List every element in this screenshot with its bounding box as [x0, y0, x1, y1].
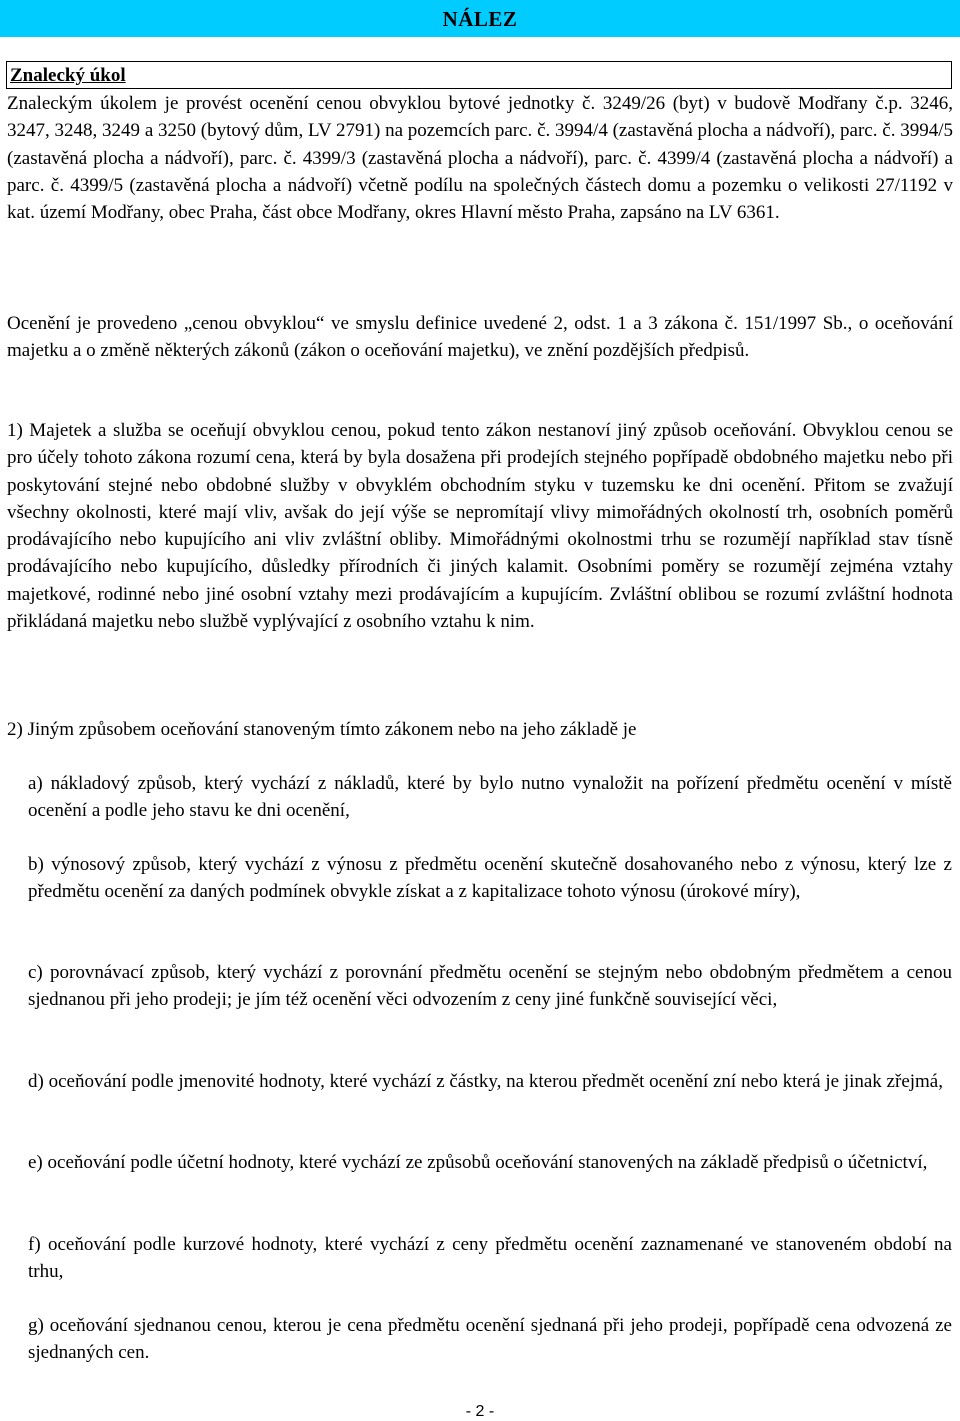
list-item-a: a) nákladový způsob, který vychází z nákladů, které by bylo nutno vynaložit na pořízení předmětu ocenění v místě ocenění a podle jeho stavu ke dni ocenění,: [28, 773, 952, 822]
paragraph-usual-price: 1) Majetek a služba se oceňují obvyklou cenou, pokud tento zákon nestanoví jiný způsob oceňování. Obvyklou cenou se pro účely tohoto zákona rozumí cena, která by byla dosažena při prodejích stejného popřípadě obdobného majetku nebo při poskytování stejné nebo obdobné služby v obvyklém obchodním styku v tuzemsku ke dni ocenění. Přitom se zvažují všechny okolnosti, které mají vliv, avšak do její výše se nepromítají vlivy mimořádných okolností trh, osobních poměrů prodávajícího nebo kupujícího ani vliv zvláštní obliby. Mimořádnými okolnostmi trhu se rozumějí například stav tísně prodávajícího nebo kupujícího, důsledky přírodních či jiných kalamit. Osobními poměry se rozumějí zejména vztahy majetkové, rodinné nebo jiné osobní vztahy mezi prodávajícím a kupujícím. Zvláštní oblibou se rozumí zvláštní hodnota přikládaná majetku nebo službě vyplývající z osobního vztahu k nim.: [7, 420, 953, 633]
page-title: NÁLEZ: [442, 7, 518, 31]
paragraph-task: Znaleckým úkolem je provést ocenění cenou obvyklou bytové jednotky č. 3249/26 (byt) v budově Modřany č.p. 3246, 3247, 3248, 3249 a 3250 (bytový dům, LV 2791) na pozemcích parc. č. 3994/4 (zastavěná plocha a nádvoří), parc. č. 3994/5 (zastavěná plocha a nádvoří), parc. č. 4399/3 (zastavěná plocha a nádvoří), parc. č. 4399/4 (zastavěná plocha a nádvoří) a parc. č. 4399/5 (zastavěná plocha a nádvoří) včetně podílu na společných částech domu a pozemku o velikosti 27/1192 v kat. území Modřany, obec Praha, část obce Modřany, okres Hlavní město Praha, zapsáno na LV 6361.: [7, 93, 953, 224]
paragraph-valuation-basis: Ocenění je provedeno „cenou obvyklou“ ve smyslu definice uvedené 2, odst. 1 a 3 zákona č. 151/1997 Sb., o oceňování majetku a o změně některých zákonů (zákon o oceňování majetku), ve znění pozdějších předpisů.: [7, 313, 953, 362]
list-item-b: b) výnosový způsob, který vychází z výnosu z předmětu ocenění skutečně dosahovaného nebo z výnosu, který lze z předmětu ocenění za daných podmínek obvykle získat a z kapitalizace tohoto výnosu (úrokové míry),: [28, 854, 952, 903]
section-heading-box: [6, 61, 952, 89]
page-number: - 2 -: [465, 1403, 495, 1420]
list-item-f: f) oceňování podle kurzové hodnoty, které vychází z ceny předmětu ocenění zaznamenané ve stanoveném období na trhu,: [28, 1234, 952, 1283]
list-item-g: g) oceňování sjednanou cenou, kterou je cena předmětu ocenění sjednaná při jeho prodeji, popřípadě cena odvozená ze sjednaných cen.: [28, 1315, 952, 1364]
paragraph-other-methods: 2) Jiným způsobem oceňování stanoveným tímto zákonem nebo na jeho základě je: [7, 719, 637, 740]
list-item-c: c) porovnávací způsob, který vychází z porovnání předmětu ocenění se stejným nebo obdobným předmětem a cenou sjednanou při jeho prodeji; je jím též ocenění věci odvozením z ceny jiné funkčně související věci,: [28, 962, 952, 1011]
section-heading: Znalecký úkol: [10, 65, 126, 86]
list-item-e: e) oceňování podle účetní hodnoty, které vychází ze způsobů oceňování stanovených na základě předpisů o účetnictví,: [28, 1152, 928, 1173]
list-item-d: d) oceňování podle jmenovité hodnoty, které vychází z částky, na kterou předmět ocenění zní nebo která je jinak zřejmá,: [28, 1071, 943, 1092]
